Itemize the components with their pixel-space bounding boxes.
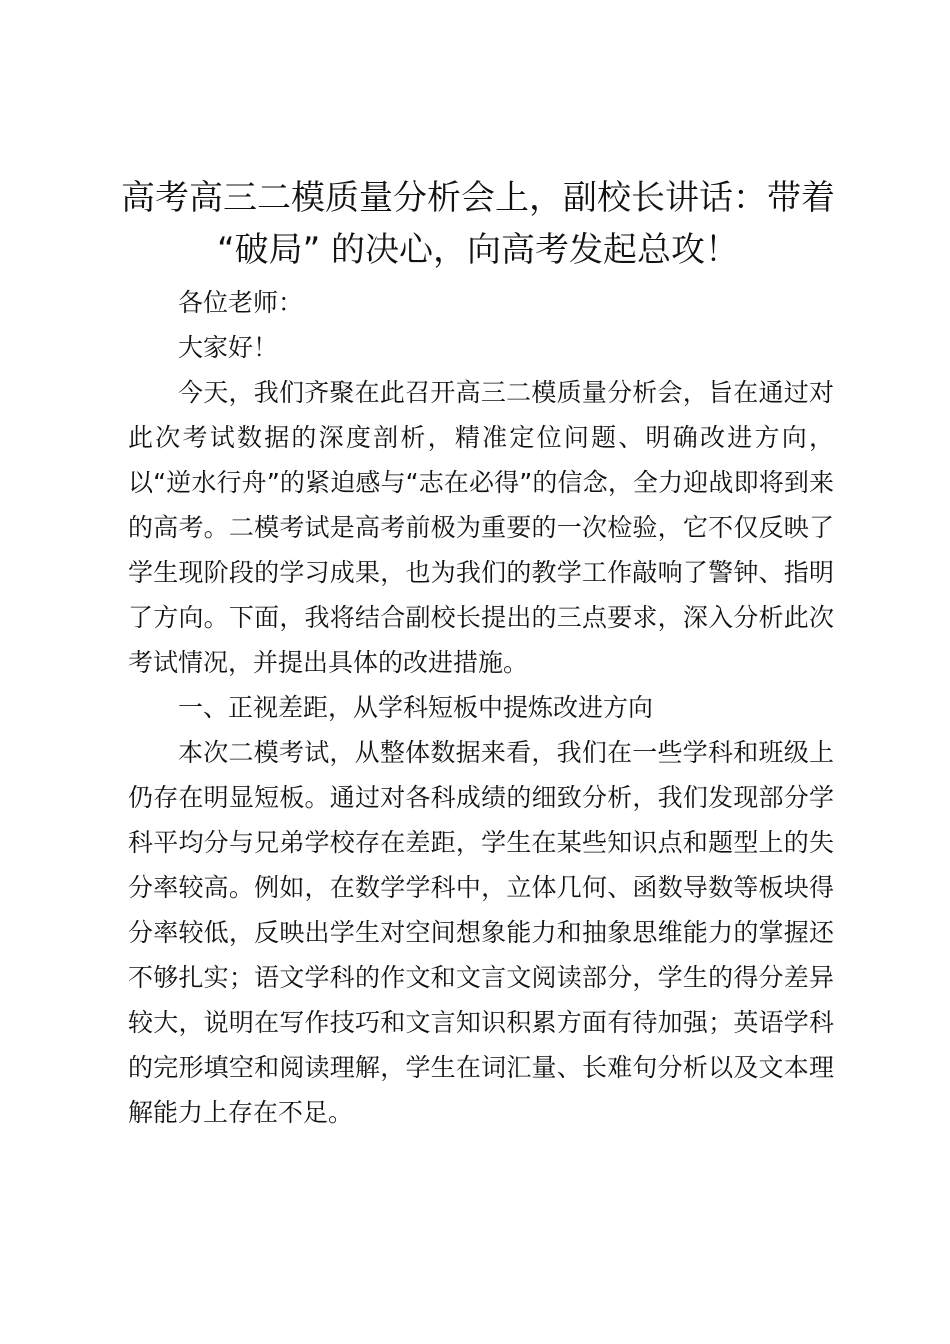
salutation: 各位老师：	[178, 288, 304, 317]
document-title: 高考高三二模质量分析会上，副校长讲话：带着 “破局” 的决心，向高考发起总攻！	[121, 178, 835, 270]
document-body	[128, 280, 834, 1135]
section-heading-1: 一、正视差距，从学科短板中提炼改进方向	[178, 693, 654, 722]
greeting: 大家好！	[178, 333, 279, 362]
paragraph-intro: 今天，我们齐聚在此召开高三二模质量分析会，旨在通过对此次考试数据的深度剖析，精准定位问题、明确改进方向，以“逆水行舟”的紧迫感与“志在必得”的信念，全力迎战即将到来的高考。二模考试是高考前极为重要的一次检验，它不仅反映了学生现阶段的学习成果，也为我们的教学工作敲响了警钟、指明了方向。下面，我将结合副校长提出的三点要求，深入分析此次考试情况，并提出具体的改进措施。	[128, 378, 834, 677]
paragraph-section-1: 本次二模考试，从整体数据来看，我们在一些学科和班级上仍存在明显短板。通过对各科成绩的细致分析，我们发现部分学科平均分与兄弟学校存在差距，学生在某些知识点和题型上的失分率较高。例如，在数学学科中，立体几何、函数导数等板块得分率较低，反映出学生对空间想象能力和抽象思维能力的掌握还不够扎实；语文学科的作文和文言文阅读部分，学生的得分差异较大，说明在写作技巧和文言知识积累方面有待加强；英语学科的完形填空和阅读理解，学生在词汇量、长难句分析以及文本理解能力上存在不足。	[128, 738, 834, 1127]
